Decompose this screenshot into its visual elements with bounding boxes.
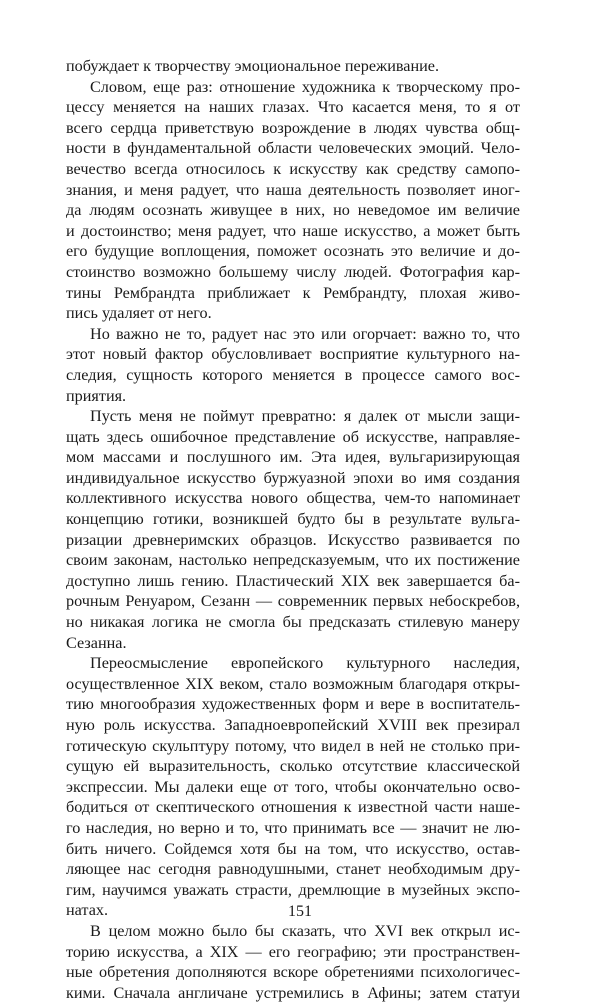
text-line: мом массами и послушного им. Эта идея, вульгаризирующая	[66, 448, 520, 467]
text-line: ности в фундаментальной области человеческих эмоций. Чело-	[66, 139, 520, 158]
text-line: Словом, еще раз: отношение художника к творческому про-	[90, 77, 520, 96]
text-line: всего сердца приветствую возрождение в людях чувства общ-	[66, 118, 520, 137]
page-number: 151	[288, 903, 312, 920]
text-line: ляющее нас сегодня равнодушными, станет необходимым дру-	[66, 860, 520, 879]
text-line: стоинство возможно большему числу людей. Фотография кар-	[66, 262, 520, 281]
text-line: знания, и меня радует, что наша деятельность позволяет иног-	[66, 180, 520, 199]
text-line: цессу меняется на наших глазах. Что касается меня, то я от	[66, 98, 520, 117]
text-line: его будущие воплощения, поможет осознать это величие и до-	[66, 242, 520, 261]
text-line: коллективного искусства нового общества, чем-то напоминает	[66, 489, 520, 508]
paragraph	[66, 653, 520, 921]
text-line: доступно лишь гению. Пластический XIX век завершается ба-	[66, 571, 520, 590]
text-line: вечество всегда относилось к искусству как средству самопо-	[66, 159, 520, 178]
text-line: кими. Сначала англичане устремились в Афины; затем статуи	[66, 983, 520, 1002]
text-line: натах.	[66, 901, 109, 920]
text-line: ризации древнеримских образцов. Искусство развивается по	[66, 530, 520, 549]
text-line: ные обретения дополняются вскоре обретениями психологичес-	[66, 963, 520, 982]
paragraph	[66, 921, 520, 1003]
text-line: пись удаляет от него.	[66, 304, 212, 323]
text-line: бить ничего. Сойдемся хотя бы на том, что искусство, остав-	[66, 839, 520, 858]
text-line: этот новый фактор обусловливает восприятие культурного на-	[66, 345, 520, 364]
text-line: тины Рембрандта приближает к Рембрандту, плохая живо-	[66, 283, 520, 302]
paragraph	[66, 77, 520, 324]
page-body	[66, 56, 520, 1003]
text-line: готическую скульптуру потому, что видел в ней не столько при-	[66, 736, 520, 755]
text-line: тию многообразия художественных форм и вере в воспитатель-	[66, 695, 520, 714]
text-line: Но важно не то, радует нас это или огорчает: важно то, что	[90, 324, 520, 343]
text-line: и достоинство; меня радует, что наше искусство, а может быть	[66, 221, 520, 240]
paragraph	[66, 406, 520, 653]
text-line: гим, научимся уважать страсти, дремлющие в музейных экспо-	[66, 880, 520, 899]
text-line: да людям осознать живущее в них, но неведомое им величие	[66, 201, 520, 220]
text-line: Пусть меня не поймут превратно: я далек от мысли защи-	[90, 407, 520, 426]
text-line: экспрессии. Мы далеки еще от того, чтобы окончательно осво-	[66, 777, 520, 796]
text-line: Переосмысление европейского культурного наследия,	[90, 654, 520, 673]
text-line: но никакая логика не смогла бы предсказать стилевую манеру	[66, 613, 520, 632]
paragraph	[66, 324, 520, 406]
text-line: бодиться от скептического отношения к известной части наше-	[66, 798, 520, 817]
text-line: Сезанна.	[66, 633, 127, 652]
text-line: щать здесь ошибочное представление об искусстве, направляе-	[66, 427, 520, 446]
text-line: ную роль искусства. Западноевропейский XVIII век презирал	[66, 716, 520, 734]
text-line: рочным Ренуаром, Сезанн — современник первых небоскребов,	[66, 592, 520, 611]
text-line: концепцию готики, возникшей будто бы в результате вульга-	[66, 510, 520, 529]
text-line: побуждает к творчеству эмоциональное переживание.	[66, 57, 440, 75]
text-line: сущую ей выразительность, сколько отсутствие классической	[66, 757, 520, 776]
text-line: В целом можно было бы сказать, что XVI век открыл ис-	[90, 921, 520, 940]
text-line: приятия.	[66, 386, 127, 405]
text-line: своим законам, настолько непредсказуемым, что их постижение	[66, 551, 520, 570]
text-line: го наследия, но верно и то, что принимать все — значит не лю-	[66, 818, 520, 837]
text-line: индивидуальное искусство буржуазной эпохи во имя создания	[66, 468, 520, 487]
paragraph	[66, 56, 520, 77]
text-line: торию искусства, а XIX — его географию; эти пространствен-	[66, 942, 520, 961]
text-line: осуществленное XIX веком, стало возможным благодаря откры-	[66, 674, 520, 693]
text-line: следия, сущность которого меняется в процессе самого вос-	[66, 365, 520, 384]
